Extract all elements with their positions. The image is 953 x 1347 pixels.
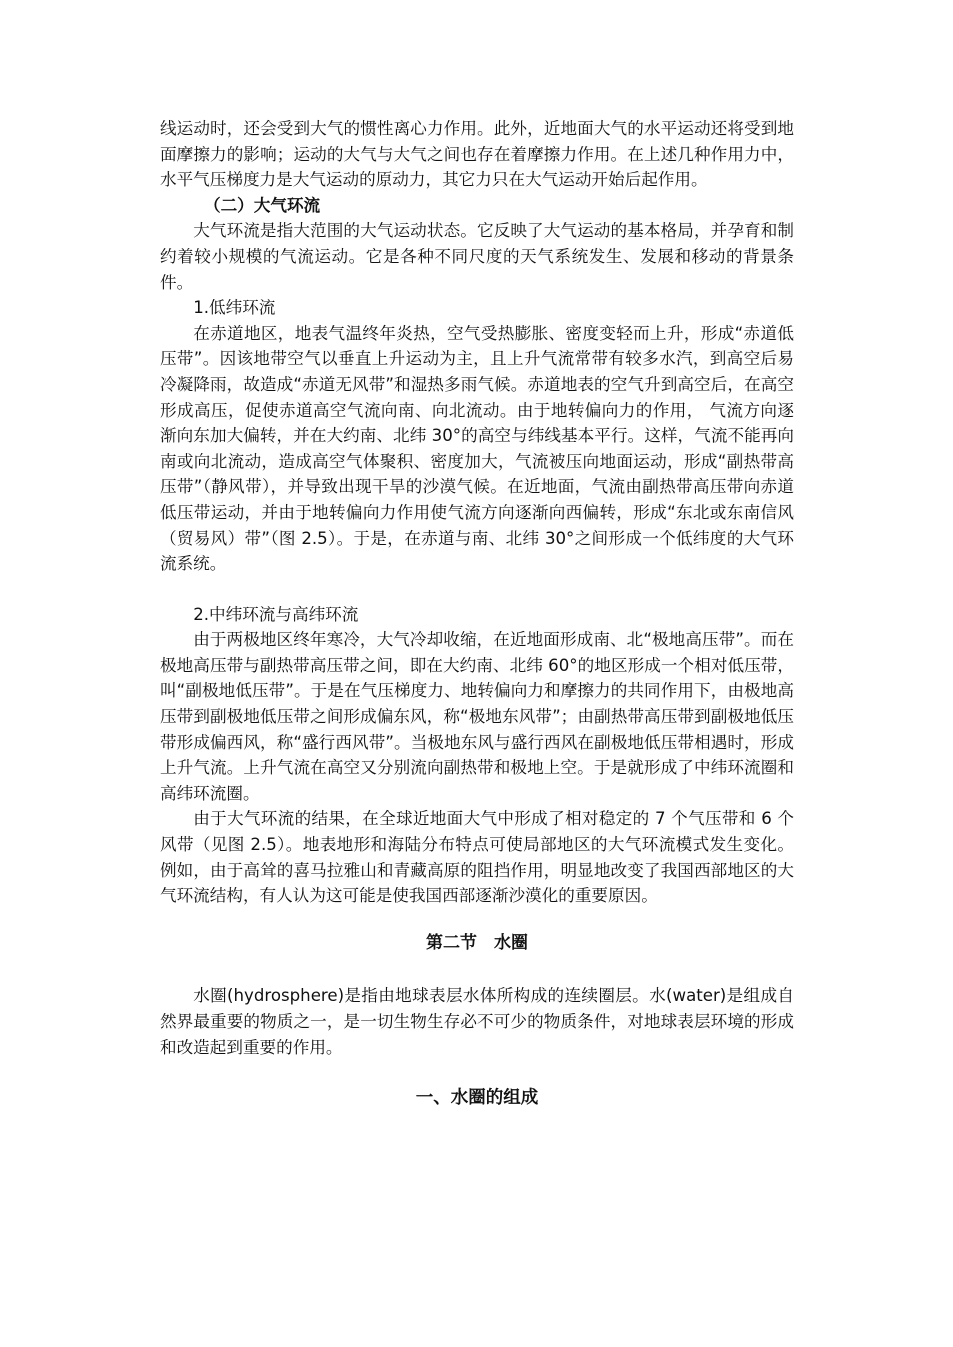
section-title-hydrosphere: 第二节 水圈: [426, 932, 528, 953]
paragraph-circulation-definition: 大气环流是指大范围的大气运动状态。它反映了大气运动的基本格局，并孕育和制约着较小规模的气流运动。它是各种不同尺度的天气系统发生、发展和移动的背景条件。: [160, 221, 794, 292]
paragraph-low-latitude-circulation: 在赤道地区，地表气温终年炎热，空气受热膨胀、密度变轻而上升，形成“赤道低压带”。因该地带空气以垂直上升运动为主，且上升气流常带有较多水汽，到高空后易冷凝降雨，故造成“赤道无风带”和湿热多雨气候。赤道地表的空气升到高空后，在高空形成高压，促使赤道高空气流向南、向北流动。由于地转偏向力的作用， 气流方向逐渐向东加大偏转，并在大约南、北纬 30°的高空与纬线基本平行。这样，气流不能再向南或向北流动，造成高空气体聚积、密度加大，气流被压向地面运动，形成“副热带高压带”（静风带），并导致出现干旱的沙漠气候。在近地面，气流由副热带高压带向赤道低压带运动，并由于地转偏向力作用使气流方向逐渐向西偏转，形成“东北或东南信风（贸易风）带”（图 2.5）。于是，在赤道与南、北纬 30°之间形成一个低纬度的大气环流系统。: [160, 323, 794, 574]
paragraph-pressure-wind-belts: 由于大气环流的结果，在全球近地面大气中形成了相对稳定的 7 个气压带和 6 个风带（见图 2.5）。地表地形和海陆分布特点可使局部地区的大气环流模式发生变化。例如，由于高耸的喜马拉雅山和青藏高原的阻挡作用，明显地改变了我国西部地区的大气环流结构，有人认为这可能是使我国西部逐渐沙漠化的重要原因。: [160, 809, 794, 906]
paragraph-force-continuation: 线运动时，还会受到大气的惯性离心力作用。此外，近地面大气的水平运动还将受到地面摩擦力的影响；运动的大气与大气之间也存在着摩擦力作用。在上述几种作用力中，水平气压梯度力是大气运动的原动力，其它力只在大气运动开始后起作用。: [160, 119, 794, 190]
document-page: [160, 116, 794, 1112]
subsection-title-hydrosphere-composition: 一、水圈的组成: [415, 1088, 539, 1109]
paragraph-hydrosphere-intro: 水圈(hydrosphere)是指由地球表层水体所构成的连续圈层。水(water)是组成自然界最重要的物质之一，是一切生物生存必不可少的物质条件，对地球表层环境的形成和改造起到重要的作用。: [160, 986, 794, 1057]
subheading-atmospheric-circulation: （二）大气环流: [204, 195, 321, 215]
section-spacer: [160, 1060, 794, 1086]
section-spacer: [160, 909, 794, 931]
heading-mid-high-latitude-circulation: 2.中纬环流与高纬环流: [193, 604, 359, 624]
blank-line: [160, 577, 794, 602]
paragraph-mid-high-latitude-circulation: 由于两极地区终年寒冷，大气冷却收缩，在近地面形成南、北“极地高压带”。而在极地高压带与副热带高压带之间，即在大约南、北纬 60°的地区形成一个相对低压带，叫“副极地低压带”。于是在气压梯度力、地转偏向力和摩擦力的共同作用下，由极地高压带到副极地低压带之间形成偏东风，称“极地东风带”；由副热带高压带到副极地低压带形成偏西风，称“盛行西风带”。当极地东风与盛行西风在副极地低压带相遇时，形成上升气流。上升气流在高空又分别流向副热带和极地上空。于是就形成了中纬环流圈和高纬环流圈。: [160, 630, 794, 803]
section-spacer: [160, 956, 794, 983]
heading-low-latitude-circulation: 1.低纬环流: [193, 298, 276, 318]
